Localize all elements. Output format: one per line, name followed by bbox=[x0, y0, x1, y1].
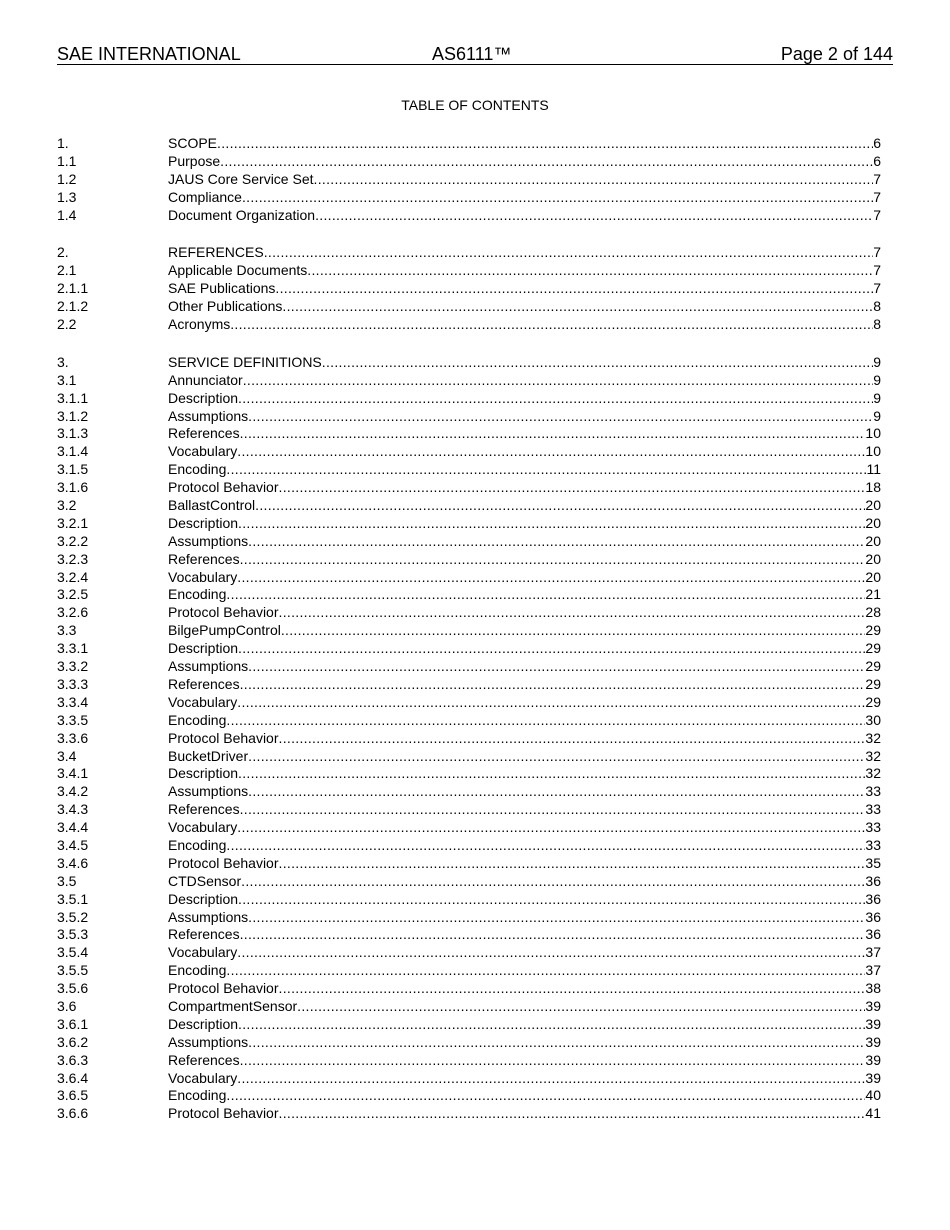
toc-entry-title: Vocabulary bbox=[168, 944, 238, 961]
toc-entry-number: 3.1 bbox=[57, 371, 77, 388]
toc-entry[interactable] bbox=[57, 909, 881, 927]
toc-entry-title: CTDSensor bbox=[168, 872, 242, 889]
toc-entry-page: 39 bbox=[865, 1015, 881, 1032]
page-header bbox=[57, 44, 893, 65]
toc-entry-title: References bbox=[168, 550, 240, 567]
toc-entry[interactable] bbox=[57, 748, 881, 766]
toc-entry-number: 3.2.2 bbox=[57, 532, 89, 549]
toc-entry-page: 9 bbox=[873, 407, 881, 424]
document-id: AS6111™ bbox=[432, 44, 512, 64]
toc-entry-number: 3.3.3 bbox=[57, 675, 89, 692]
toc-entry-title: BucketDriver bbox=[168, 747, 249, 764]
toc-entry-number: 3.4.6 bbox=[57, 854, 89, 871]
dot-leader bbox=[242, 189, 873, 207]
toc-entry-page: 9 bbox=[873, 371, 881, 388]
toc-entry-number: 3.6.5 bbox=[57, 1087, 89, 1104]
toc-entry[interactable] bbox=[57, 980, 881, 998]
toc-entry-number: 3.2.3 bbox=[57, 550, 89, 567]
dot-leader bbox=[226, 712, 865, 730]
toc-entry-page: 39 bbox=[865, 1033, 881, 1050]
dot-leader bbox=[226, 461, 866, 479]
toc-entry-title: Description bbox=[168, 890, 239, 907]
toc-entry-number: 3.4.2 bbox=[57, 783, 89, 800]
toc-entry-page: 39 bbox=[865, 1051, 881, 1068]
toc-entry[interactable] bbox=[57, 533, 881, 551]
toc-entry-number: 3.6.6 bbox=[57, 1105, 89, 1122]
toc-entry-number: 3.6.3 bbox=[57, 1051, 89, 1068]
dot-leader bbox=[238, 765, 865, 783]
organization-name: SAE INTERNATIONAL bbox=[57, 44, 241, 64]
toc-heading: TABLE OF CONTENTS bbox=[401, 97, 549, 113]
toc-entry[interactable] bbox=[57, 1016, 881, 1034]
toc-entry-title: Description bbox=[168, 1015, 239, 1032]
toc-entry-title: Assumptions bbox=[168, 783, 249, 800]
toc-entry-title: Encoding bbox=[168, 461, 227, 478]
dot-leader bbox=[314, 171, 874, 189]
page-indicator: Page 2 of 144 bbox=[780, 44, 893, 64]
toc-entry[interactable] bbox=[57, 658, 881, 676]
dot-leader bbox=[248, 533, 865, 551]
toc-entry-number: 3.4.1 bbox=[57, 765, 89, 782]
toc-entry-title: BallastControl bbox=[168, 497, 256, 514]
dot-leader bbox=[237, 569, 865, 587]
toc-entry-page: 32 bbox=[865, 747, 881, 764]
toc-entry[interactable] bbox=[57, 694, 881, 712]
toc-entry[interactable] bbox=[57, 372, 881, 390]
toc-entry-page: 37 bbox=[865, 944, 881, 961]
toc-entry-number: 3.1.2 bbox=[57, 407, 89, 424]
toc-entry-number: 1.2 bbox=[57, 170, 77, 187]
dot-leader bbox=[279, 855, 866, 873]
toc-entry-page: 20 bbox=[865, 550, 881, 567]
toc-entry-page: 29 bbox=[865, 693, 881, 710]
toc-entry[interactable] bbox=[57, 944, 881, 962]
toc-entry-number: 3. bbox=[57, 353, 69, 370]
toc-entry-page: 33 bbox=[865, 836, 881, 853]
toc-entry-title: Encoding bbox=[168, 836, 227, 853]
toc-entry-title: Assumptions bbox=[168, 1033, 249, 1050]
toc-entry[interactable] bbox=[57, 962, 881, 980]
toc-entry-page: 33 bbox=[865, 801, 881, 818]
toc-entry[interactable] bbox=[57, 730, 881, 748]
toc-entry-page: 8 bbox=[873, 298, 881, 315]
toc-entry-title: Encoding bbox=[168, 1087, 227, 1104]
dot-leader bbox=[315, 207, 873, 225]
toc-entry-title: References bbox=[168, 926, 240, 943]
dot-leader bbox=[297, 998, 865, 1016]
dot-leader bbox=[275, 280, 873, 298]
dot-leader bbox=[248, 748, 865, 766]
toc-entry-number: 3.2 bbox=[57, 497, 77, 514]
toc-entry-number: 3.2.1 bbox=[57, 514, 89, 531]
toc-entry[interactable] bbox=[57, 551, 881, 569]
toc-entry[interactable] bbox=[57, 801, 881, 819]
toc-entry-page: 36 bbox=[865, 926, 881, 943]
toc-entry-title: Protocol Behavior bbox=[168, 729, 279, 746]
toc-entry-number: 3.5.3 bbox=[57, 926, 89, 943]
toc-entry[interactable] bbox=[57, 207, 881, 225]
toc-entry-title: References bbox=[168, 1051, 240, 1068]
toc-entry-title: Vocabulary bbox=[168, 693, 238, 710]
toc-entry-page: 29 bbox=[865, 622, 881, 639]
toc-entry[interactable] bbox=[57, 189, 881, 207]
toc-entry-title: Protocol Behavior bbox=[168, 604, 279, 621]
dot-leader bbox=[238, 891, 865, 909]
toc-entry[interactable] bbox=[57, 298, 881, 316]
toc-entry-title: BilgePumpControl bbox=[168, 622, 281, 639]
dot-leader bbox=[237, 1070, 865, 1088]
toc-entry-title: Assumptions bbox=[168, 658, 249, 675]
toc-entry[interactable] bbox=[57, 425, 881, 443]
toc-entry-title: Assumptions bbox=[168, 407, 249, 424]
toc-entry-number: 3.3.6 bbox=[57, 729, 89, 746]
toc-entry[interactable] bbox=[57, 316, 881, 334]
toc-entry-number: 3.4.5 bbox=[57, 836, 89, 853]
dot-leader bbox=[240, 926, 866, 944]
toc-entry[interactable] bbox=[57, 135, 881, 153]
toc-entry-page: 38 bbox=[865, 980, 881, 997]
toc-entry-title: Document Organization bbox=[168, 206, 316, 223]
toc-entry-page: 7 bbox=[873, 244, 881, 261]
toc-entry-number: 3.1.5 bbox=[57, 461, 89, 478]
toc-entry-number: 1.1 bbox=[57, 152, 77, 169]
toc-entry-number: 3.5.4 bbox=[57, 944, 89, 961]
toc-entry[interactable] bbox=[57, 153, 881, 171]
toc-entry-number: 2. bbox=[57, 244, 69, 261]
toc-entry-page: 39 bbox=[865, 1069, 881, 1086]
toc-entry[interactable] bbox=[57, 515, 881, 533]
toc-entry[interactable] bbox=[57, 443, 881, 461]
dot-leader bbox=[243, 372, 873, 390]
toc-entry-title: SERVICE DEFINITIONS bbox=[168, 353, 322, 370]
toc-entry-title: Vocabulary bbox=[168, 819, 238, 836]
dot-leader bbox=[241, 873, 865, 891]
toc-entry-number: 3.1.4 bbox=[57, 443, 89, 460]
toc-entry-page: 29 bbox=[865, 658, 881, 675]
toc-entry-title: Acronyms bbox=[168, 316, 231, 333]
toc-entry-number: 1.3 bbox=[57, 188, 77, 205]
toc-entry[interactable] bbox=[57, 783, 881, 801]
toc-entry-number: 3.3.4 bbox=[57, 693, 89, 710]
toc-entry-title: Assumptions bbox=[168, 908, 249, 925]
toc-entry-number: 1. bbox=[57, 135, 69, 151]
toc-entry-number: 2.1 bbox=[57, 262, 77, 279]
toc-entry-number: 3.5.5 bbox=[57, 962, 89, 979]
toc-entry-page: 11 bbox=[866, 461, 881, 478]
toc-entry-page: 9 bbox=[873, 353, 881, 370]
dot-leader bbox=[264, 244, 874, 262]
toc-entry-title: Encoding bbox=[168, 962, 227, 979]
toc-entry-page: 32 bbox=[865, 729, 881, 746]
dot-leader bbox=[248, 1034, 865, 1052]
dot-leader bbox=[281, 622, 866, 640]
toc-entry-page: 7 bbox=[873, 262, 881, 279]
toc-entry-title: Description bbox=[168, 389, 239, 406]
dot-leader bbox=[279, 604, 866, 622]
dot-leader bbox=[248, 909, 865, 927]
toc-entry-title: Other Publications bbox=[168, 298, 283, 315]
toc-entry-number: 3.3.1 bbox=[57, 640, 89, 657]
toc-entry[interactable] bbox=[57, 1105, 881, 1123]
dot-leader bbox=[237, 694, 865, 712]
toc-entry-page: 7 bbox=[873, 206, 881, 223]
dot-leader bbox=[240, 676, 866, 694]
toc-entry-page: 20 bbox=[865, 532, 881, 549]
toc-entry-number: 3.2.4 bbox=[57, 568, 89, 585]
toc-section-group bbox=[57, 135, 881, 224]
toc-entry[interactable] bbox=[57, 873, 881, 891]
toc-entry[interactable] bbox=[57, 497, 881, 515]
toc-entry-page: 30 bbox=[865, 711, 881, 728]
toc-entry-number: 3.3.2 bbox=[57, 658, 89, 675]
toc-entry-title: Protocol Behavior bbox=[168, 479, 279, 496]
dot-leader bbox=[248, 658, 865, 676]
toc-entry-number: 3.2.5 bbox=[57, 586, 89, 603]
toc-entry-page: 20 bbox=[865, 497, 881, 514]
toc-entry-number: 3.3 bbox=[57, 622, 77, 639]
dot-leader bbox=[238, 640, 865, 658]
toc-entry[interactable] bbox=[57, 640, 881, 658]
dot-leader bbox=[226, 586, 865, 604]
dot-leader bbox=[238, 1016, 865, 1034]
toc-entry-page: 36 bbox=[865, 908, 881, 925]
toc-entry-page: 6 bbox=[873, 135, 881, 151]
dot-leader bbox=[248, 783, 865, 801]
toc-entry-number: 2.2 bbox=[57, 316, 77, 333]
dot-leader bbox=[240, 801, 866, 819]
toc-entry-title: Applicable Documents bbox=[168, 262, 308, 279]
dot-leader bbox=[238, 515, 865, 533]
toc-entry-title: Protocol Behavior bbox=[168, 980, 279, 997]
toc-entry-title: Annunciator bbox=[168, 371, 243, 388]
toc-entry-title: Vocabulary bbox=[168, 568, 238, 585]
toc-entry-page: 7 bbox=[873, 170, 881, 187]
toc-entry[interactable] bbox=[57, 244, 881, 262]
toc-entry-title: Encoding bbox=[168, 711, 227, 728]
toc-entry-title: Compliance bbox=[168, 188, 242, 205]
toc-entry[interactable] bbox=[57, 354, 881, 372]
toc-entry-number: 2.1.2 bbox=[57, 298, 89, 315]
toc-entry-title: Vocabulary bbox=[168, 1069, 238, 1086]
toc-entry-title: Encoding bbox=[168, 586, 227, 603]
table-of-contents bbox=[57, 135, 881, 1143]
toc-entry[interactable] bbox=[57, 837, 881, 855]
toc-entry[interactable] bbox=[57, 479, 881, 497]
toc-entry-page: 29 bbox=[865, 640, 881, 657]
toc-entry-title: Assumptions bbox=[168, 532, 249, 549]
toc-entry-page: 39 bbox=[865, 997, 881, 1014]
toc-entry-page: 7 bbox=[873, 188, 881, 205]
toc-entry-page: 20 bbox=[865, 514, 881, 531]
toc-entry-page: 41 bbox=[865, 1105, 881, 1122]
toc-entry[interactable] bbox=[57, 819, 881, 837]
toc-entry-number: 2.1.1 bbox=[57, 280, 89, 297]
toc-entry-number: 3.4.4 bbox=[57, 819, 89, 836]
toc-entry[interactable] bbox=[57, 604, 881, 622]
toc-entry-number: 3.1.3 bbox=[57, 425, 89, 442]
dot-leader bbox=[279, 730, 866, 748]
toc-entry-page: 29 bbox=[865, 675, 881, 692]
toc-entry-number: 3.1.6 bbox=[57, 479, 89, 496]
dot-leader bbox=[279, 980, 866, 998]
toc-section-group bbox=[57, 354, 881, 1123]
toc-entry[interactable] bbox=[57, 765, 881, 783]
dot-leader bbox=[322, 354, 873, 372]
dot-leader bbox=[237, 819, 865, 837]
toc-entry-title: SCOPE bbox=[168, 135, 218, 151]
toc-entry[interactable] bbox=[57, 855, 881, 873]
toc-entry-page: 28 bbox=[865, 604, 881, 621]
dot-leader bbox=[240, 551, 866, 569]
dot-leader bbox=[237, 944, 865, 962]
toc-entry-title: References bbox=[168, 801, 240, 818]
toc-entry-title: Description bbox=[168, 514, 239, 531]
toc-entry-number: 3.2.6 bbox=[57, 604, 89, 621]
toc-entry-title: CompartmentSensor bbox=[168, 997, 298, 1014]
toc-entry-page: 21 bbox=[865, 586, 881, 603]
toc-entry-page: 6 bbox=[873, 152, 881, 169]
toc-entry-page: 36 bbox=[865, 890, 881, 907]
toc-entry-page: 33 bbox=[865, 819, 881, 836]
toc-entry-number: 3.5 bbox=[57, 872, 77, 889]
toc-entry[interactable] bbox=[57, 891, 881, 909]
dot-leader bbox=[238, 390, 873, 408]
dot-leader bbox=[226, 1087, 865, 1105]
toc-entry-page: 10 bbox=[865, 425, 881, 442]
toc-entry-title: Description bbox=[168, 640, 239, 657]
toc-entry[interactable] bbox=[57, 1034, 881, 1052]
dot-leader bbox=[307, 262, 873, 280]
toc-entry-title: Description bbox=[168, 765, 239, 782]
toc-entry[interactable] bbox=[57, 622, 881, 640]
toc-entry[interactable] bbox=[57, 569, 881, 587]
toc-entry[interactable] bbox=[57, 408, 881, 426]
dot-leader bbox=[255, 497, 865, 515]
toc-entry[interactable] bbox=[57, 926, 881, 944]
toc-entry[interactable] bbox=[57, 998, 881, 1016]
toc-entry-title: Vocabulary bbox=[168, 443, 238, 460]
dot-leader bbox=[220, 153, 873, 171]
toc-entry[interactable] bbox=[57, 280, 881, 298]
dot-leader bbox=[226, 962, 865, 980]
toc-entry-number: 3.5.1 bbox=[57, 890, 89, 907]
toc-entry-number: 3.5.6 bbox=[57, 980, 89, 997]
toc-entry-title: SAE Publications bbox=[168, 280, 276, 297]
toc-entry-title: References bbox=[168, 675, 240, 692]
toc-entry-page: 32 bbox=[865, 765, 881, 782]
toc-entry-number: 3.6.2 bbox=[57, 1033, 89, 1050]
toc-entry[interactable] bbox=[57, 676, 881, 694]
toc-entry-page: 10 bbox=[865, 443, 881, 460]
dot-leader bbox=[217, 135, 873, 153]
dot-leader bbox=[279, 479, 866, 497]
toc-entry-title: Purpose bbox=[168, 152, 221, 169]
toc-entry[interactable] bbox=[57, 390, 881, 408]
dot-leader bbox=[240, 1052, 866, 1070]
toc-entry-title: REFERENCES bbox=[168, 244, 264, 261]
toc-entry-number: 3.6 bbox=[57, 997, 77, 1014]
toc-entry[interactable] bbox=[57, 1070, 881, 1088]
toc-entry-page: 20 bbox=[865, 568, 881, 585]
toc-entry-title: Protocol Behavior bbox=[168, 854, 279, 871]
toc-entry-page: 7 bbox=[873, 280, 881, 297]
toc-entry[interactable] bbox=[57, 1087, 881, 1105]
toc-entry-page: 37 bbox=[865, 962, 881, 979]
dot-leader bbox=[226, 837, 865, 855]
toc-entry-number: 3.4.3 bbox=[57, 801, 89, 818]
toc-entry-page: 36 bbox=[865, 872, 881, 889]
toc-entry-number: 3.6.1 bbox=[57, 1015, 89, 1032]
toc-entry[interactable] bbox=[57, 262, 881, 280]
toc-entry-page: 40 bbox=[865, 1087, 881, 1104]
dot-leader bbox=[240, 425, 866, 443]
toc-entry-number: 3.4 bbox=[57, 747, 77, 764]
toc-entry[interactable] bbox=[57, 461, 881, 479]
toc-entry-page: 33 bbox=[865, 783, 881, 800]
dot-leader bbox=[279, 1105, 866, 1123]
toc-entry-page: 9 bbox=[873, 389, 881, 406]
toc-entry-title: Protocol Behavior bbox=[168, 1105, 279, 1122]
toc-entry[interactable] bbox=[57, 586, 881, 604]
toc-entry-number: 1.4 bbox=[57, 206, 77, 223]
toc-entry-page: 35 bbox=[865, 854, 881, 871]
dot-leader bbox=[248, 408, 873, 426]
toc-entry[interactable] bbox=[57, 1052, 881, 1070]
toc-entry-number: 3.6.4 bbox=[57, 1069, 89, 1086]
toc-entry-page: 8 bbox=[873, 316, 881, 333]
toc-section-group bbox=[57, 244, 881, 333]
dot-leader bbox=[282, 298, 873, 316]
toc-entry-title: References bbox=[168, 425, 240, 442]
toc-entry[interactable] bbox=[57, 171, 881, 189]
toc-entry-number: 3.5.2 bbox=[57, 908, 89, 925]
dot-leader bbox=[230, 316, 873, 334]
dot-leader bbox=[237, 443, 865, 461]
toc-entry[interactable] bbox=[57, 712, 881, 730]
toc-entry-number: 3.3.5 bbox=[57, 711, 89, 728]
toc-entry-title: JAUS Core Service Set bbox=[168, 170, 314, 187]
toc-entry-number: 3.1.1 bbox=[57, 389, 89, 406]
toc-entry-page: 18 bbox=[865, 479, 881, 496]
